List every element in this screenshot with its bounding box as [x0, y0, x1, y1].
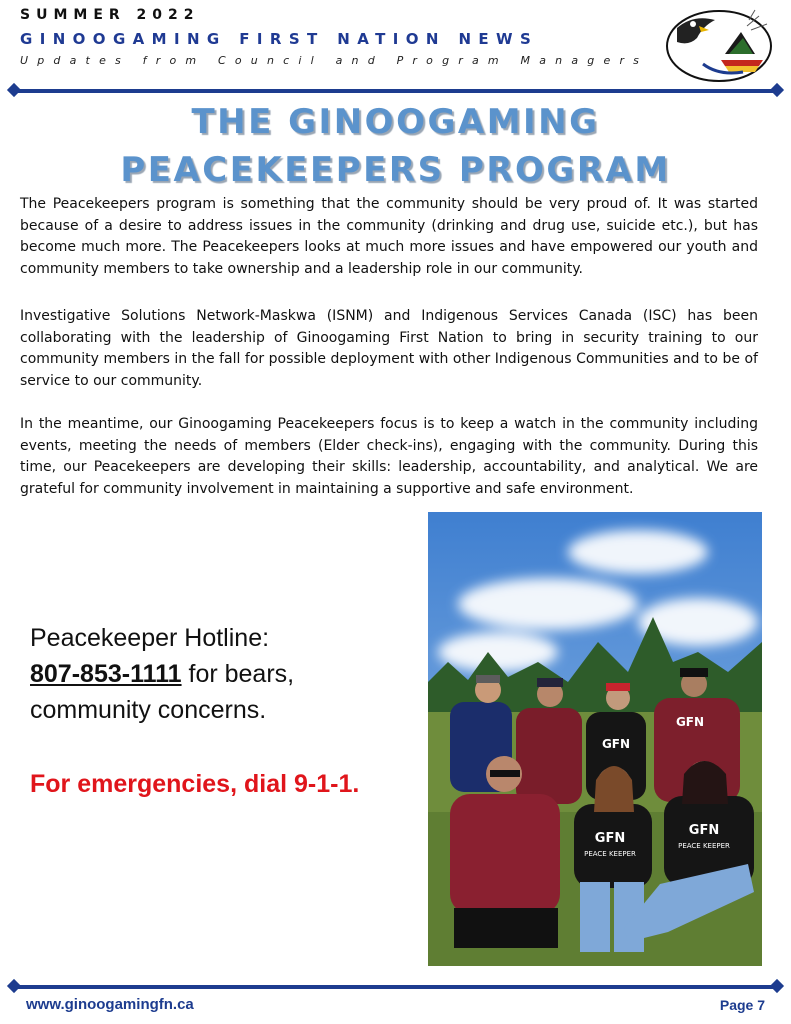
newsletter-subtitle: Updates from Council and Program Managers: [20, 54, 649, 67]
emergency-notice: For emergencies, dial 9-1-1.: [30, 770, 360, 798]
hotline-number: 807-853-1111: [30, 660, 182, 688]
photo-shirt-text-1: GFN: [601, 737, 631, 751]
hotline-number-line: [30, 656, 410, 692]
hotline-purpose-cont: community concerns.: [30, 696, 267, 724]
paragraph-focus: In the meantime, our Ginoogaming Peacekeepers focus is to keep a watch in the community including events, meeting the needs of members (Elder check-ins), engaging with the community. During this time, our Peacekeepers are developing their skills: leadership, accountability, and analytical. We are grateful for community involvement in maintaining a supportive and safe environment.: [20, 416, 758, 497]
photo-shirt-sub-4: PEACE KEEPER: [678, 842, 730, 850]
peacekeepers-group-photo: [428, 512, 762, 966]
photo-shirt-text-4: GFN: [688, 823, 720, 838]
article-title-line1: THE GINOOGAMING: [191, 102, 600, 142]
paragraph-intro: The Peacekeepers program is something that the community should be very proud of. It was started because of a desire to address issues in the community (drinking and drug use, suicide etc.), but has become much more. The Peacekeepers looks at much more issues and have empowered our youth and community members to take ownership and a leadership role in our community.: [20, 196, 758, 277]
hotline-block: [30, 620, 410, 728]
nation-logo: [663, 6, 775, 84]
photo-shirt-text-3: GFN: [594, 831, 626, 846]
hotline-label: Peacekeeper Hotline:: [30, 624, 270, 652]
footer-website-link[interactable]: www.ginoogamingfn.ca: [26, 996, 194, 1013]
hotline-purpose: for bears,: [181, 660, 295, 688]
article-title-line2: PEACEKEEPERS PROGRAM: [120, 150, 671, 190]
footer-divider: [8, 980, 783, 994]
header-divider: [8, 84, 783, 98]
photo-shirt-sub-3: PEACE KEEPER: [584, 850, 636, 858]
paragraph-collaboration: Investigative Solutions Network-Maskwa (ISNM) and Indigenous Services Canada (ISC) has been collaborating with the leadership of Ginoogaming First Nation to bring in security training to our community members in the fall for possible deployment with other Indigenous Communities and to be of service to our community.: [20, 308, 758, 389]
photo-shirt-text-2: GFN: [675, 715, 705, 729]
newsletter-name: GINOOGAMING FIRST NATION NEWS: [20, 30, 539, 48]
footer-page-number: Page 7: [719, 997, 765, 1013]
issue-season: SUMMER 2022: [20, 7, 200, 23]
